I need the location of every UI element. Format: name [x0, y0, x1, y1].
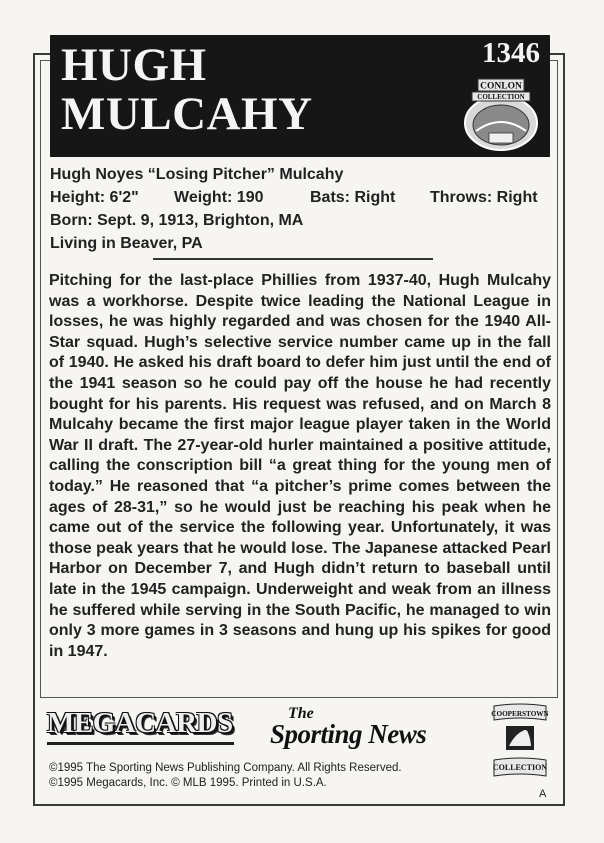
- megacards-logo: MEGACARDS: [47, 707, 233, 739]
- cooperstown-text-bottom: COLLECTION: [492, 763, 548, 772]
- copyright-notice: [49, 761, 402, 791]
- card-number: 1346: [482, 37, 540, 69]
- cooperstown-text-top: COOPERSTOWN: [491, 710, 549, 718]
- stats-row: [50, 186, 550, 209]
- height-stat: Height: 6'2": [50, 189, 139, 206]
- player-name-line2: MULCAHY: [61, 88, 313, 140]
- cooperstown-collection-logo-icon: [488, 702, 552, 782]
- throws-stat: Throws: Right: [430, 189, 538, 206]
- player-info: [50, 163, 550, 255]
- conlon-collection-logo-icon: [460, 73, 542, 153]
- conlon-logo-text-mid: COLLECTION: [477, 93, 525, 101]
- copyright-line2: ©1995 Megacards, Inc. © MLB 1995. Printed in U.S.A.: [49, 777, 327, 789]
- sporting-news-logo: [268, 705, 458, 755]
- living-info: Living in Beaver, PA: [50, 235, 203, 252]
- logo-strip: [0, 700, 604, 770]
- sporting-news-the: The: [288, 705, 314, 722]
- conlon-logo-text-top: CONLON: [480, 81, 522, 92]
- copyright-line1: ©1995 The Sporting News Publishing Company. All Rights Reserved.: [49, 762, 402, 774]
- full-name: Hugh Noyes “Losing Pitcher” Mulcahy: [50, 166, 344, 183]
- born-row: [50, 209, 550, 232]
- bats-stat: Bats: Right: [310, 189, 396, 206]
- biography-text: Pitching for the last-place Phillies from 1937-40, Hugh Mulcahy was a workhorse. Despite twice leading the National League in losses, he was highly regarded and was chosen for the 1940 All-Star squad. Hugh’s selective service number came up in the fall of 1940. He asked his draft board to defer him just until the end of the 1941 season so he could pay off the house he had recently bought for his parents. His request was refused, and on March 8 Mulcahy became the first major league player taken in the World War II draft. The 27-year-old hurler maintained a positive attitude, calling the conscription bill “a great thing for the young men of today.” He reasoned that “a pitcher’s prime comes between the ages of 28-31,” so he would just be reaching his peak when he came out of the service the following year. Unfortunately, it was those peak years that he would lose. The Japanese attacked Pearl Harbor on December 7, and Hugh didn’t return to baseball until late in the 1945 campaign. Underweight and weak from an illness he suffered while serving in the South Pacific, he managed to win only 3 more games in 3 seasons and hung up his spikes for good in 1947.: [49, 272, 551, 660]
- full-name-row: [50, 163, 550, 186]
- megacards-logo-underline: [47, 742, 234, 745]
- sporting-news-wordmark: Sporting News: [270, 719, 427, 749]
- player-name: [61, 41, 313, 139]
- print-code: A: [539, 788, 547, 800]
- name-header: [50, 35, 550, 157]
- weight-stat: Weight: 190: [174, 189, 264, 206]
- living-row: [50, 232, 550, 255]
- divider-line: [153, 258, 433, 260]
- player-name-line1: HUGH: [61, 39, 207, 91]
- born-info: Born: Sept. 9, 1913, Brighton, MA: [50, 212, 304, 229]
